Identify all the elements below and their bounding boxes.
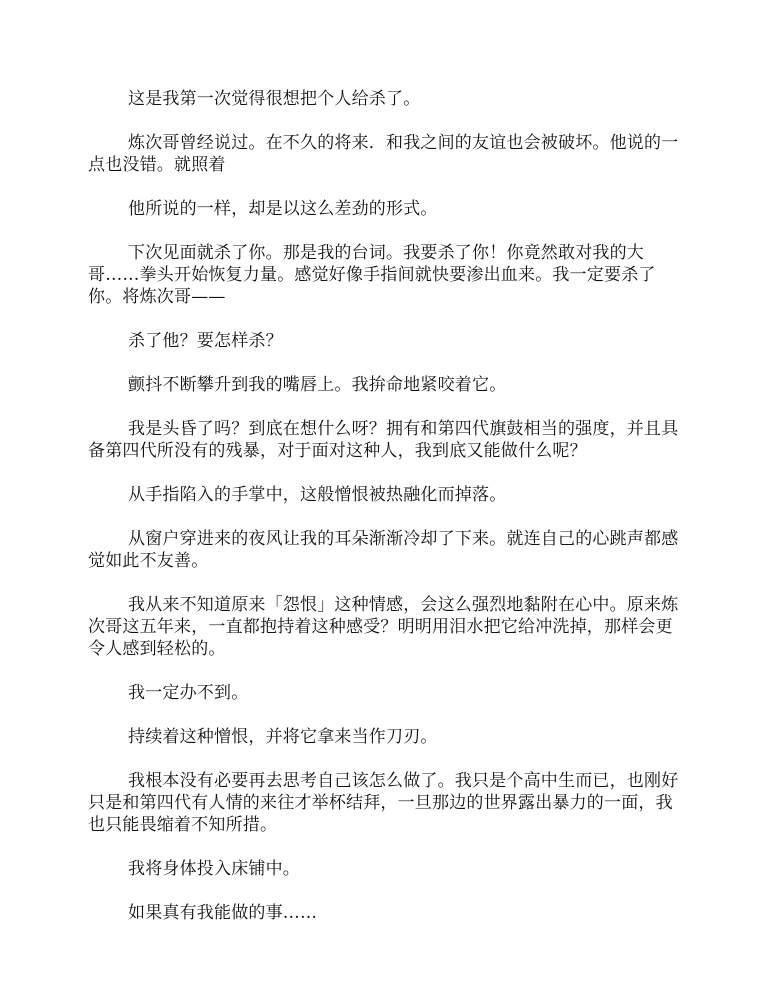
paragraph-11: 我一定办不到。 (128, 683, 249, 703)
paragraph-12: 持续着这种憎恨，并将它拿来当作刀刃。 (128, 727, 438, 747)
paragraph-14: 我将身体投入床铺中。 (128, 859, 300, 879)
paragraph-6: 颤抖不断攀升到我的嘴唇上。我拚命地紧咬着它。 (128, 375, 507, 395)
paragraph-8: 从手指陷入的手掌中，这般憎恨被热融化而掉落。 (128, 485, 507, 505)
paragraph-9: 从窗户穿进来的夜风让我的耳朵渐渐冷却了下来。就连自己的心跳声都感觉如此不友善。 (88, 529, 679, 571)
paragraph-3: 他所说的一样，却是以这么差劲的形式。 (128, 199, 438, 219)
paragraph-1: 这是我第一次觉得很想把个人给杀了。 (128, 89, 421, 109)
paragraph-15: 如果真有我能做的事…… (128, 903, 318, 923)
paragraph-7: 我是头昏了吗？到底在想什么呀？拥有和第四代旗鼓相当的强度，并且具备第四代所没有的残暴，对于面对这种人，我到底又能做什么呢？ (88, 419, 679, 461)
paragraph-5: 杀了他？要怎样杀？ (128, 331, 283, 351)
body-text (88, 88, 680, 946)
paragraph-13: 我根本没有必要再去思考自己该怎么做了。我只是个高中生而已，也刚好只是和第四代有人情的来往才举杯结拜，一旦那边的世界露出暴力的一面，我也只能畏缩着不知所措。 (88, 771, 679, 835)
paragraph-4: 下次见面就杀了你。那是我的台词。我要杀了你！你竟然敢对我的大哥……拳头开始恢复力量。感觉好像手指间就快要渗出血来。我一定要杀了你。将炼次哥—— (88, 243, 656, 307)
paragraph-2: 炼次哥曾经说过。在不久的将来．和我之间的友谊也会被破坏。他说的一点也没错。就照着 (88, 133, 679, 175)
paragraph-10: 我从来不知道原来「怨恨」这种情感，会这么强烈地黏附在心中。原来炼次哥这五年来，一直都抱持着这种感受？明明用泪水把它给冲洗掉，那样会更令人感到轻松的。 (88, 595, 679, 659)
